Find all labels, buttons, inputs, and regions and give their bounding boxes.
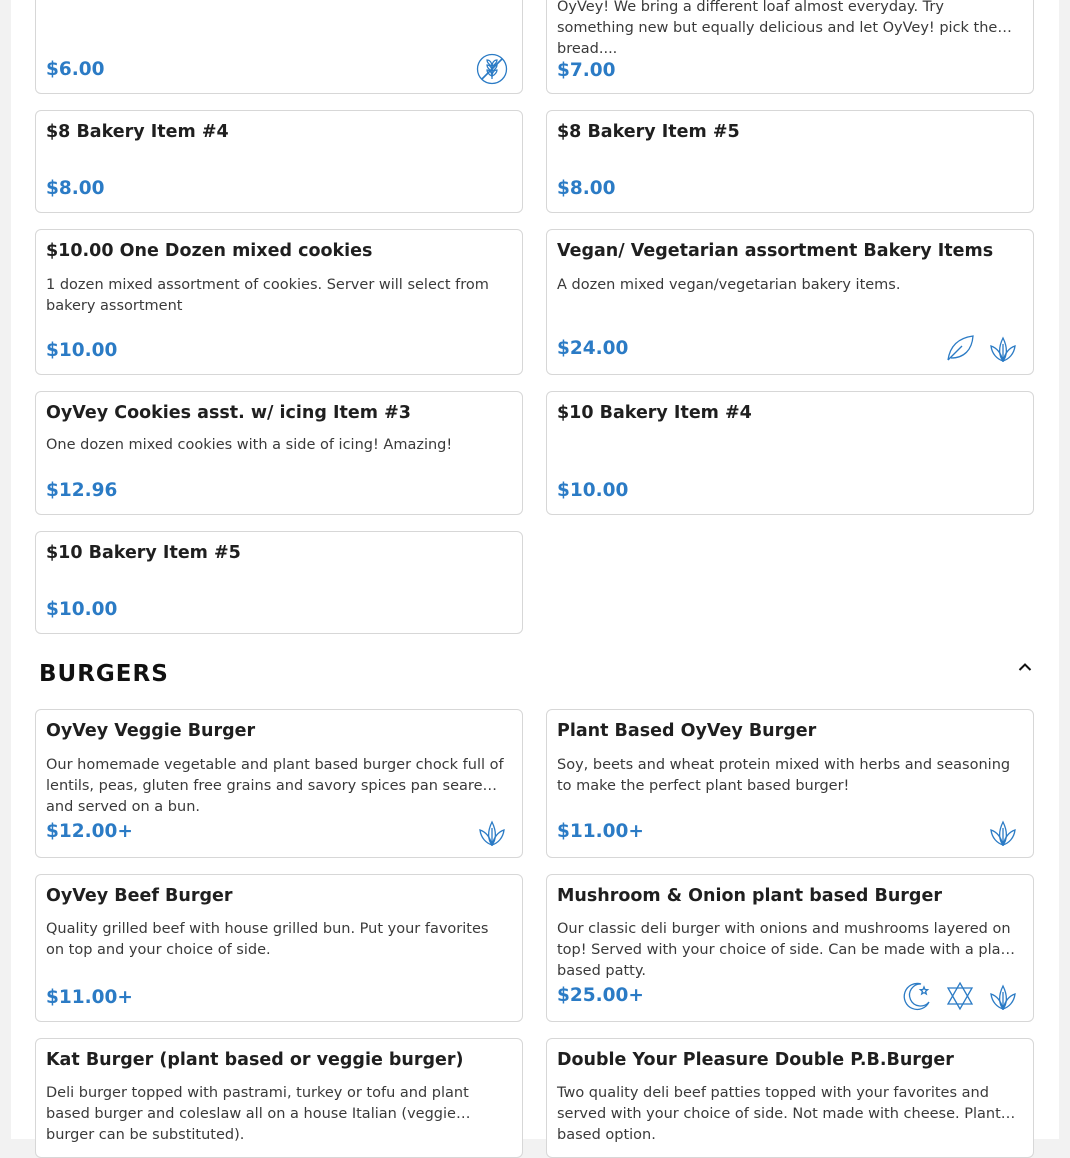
item-price: $10.00 <box>46 599 118 620</box>
item-price: $12.96 <box>46 480 118 501</box>
menu-item-card[interactable] <box>546 709 1034 858</box>
item-description: 1 dozen mixed assortment of cookies. Server will select from bakery assortment <box>46 277 489 314</box>
item-price: $11.00+ <box>557 821 644 842</box>
plant-icon <box>987 816 1019 848</box>
item-price: $10.00 <box>557 480 629 501</box>
item-title: Plant Based OyVey Burger <box>557 721 817 741</box>
item-title: Mushroom & Onion plant based Burger <box>557 886 942 906</box>
item-price: $8.00 <box>557 178 616 199</box>
item-description: Our classic deli burger with onions and mushrooms layered on top! Served with your choice of side. Can be made with a plant based patty. <box>557 921 1016 979</box>
menu-item-card[interactable] <box>546 874 1034 1022</box>
menu-item-card[interactable] <box>546 110 1034 213</box>
item-title: OyVey Veggie Burger <box>46 721 256 741</box>
item-title: $10 Bakery Item #4 <box>557 403 752 423</box>
menu-item-card[interactable] <box>35 229 523 375</box>
item-title: OyVey Beef Burger <box>46 886 233 906</box>
plant-icon <box>987 980 1019 1012</box>
item-title: Double Your Pleasure Double P.B.Burger <box>557 1050 954 1070</box>
menu-item-card[interactable] <box>35 531 523 634</box>
item-description: A dozen mixed vegan/vegetarian bakery items. <box>557 277 901 293</box>
leaf-icon <box>944 332 976 364</box>
item-title: $8 Bakery Item #5 <box>557 122 740 142</box>
menu-item-card[interactable] <box>546 0 1034 94</box>
plant-icon <box>987 332 1019 364</box>
item-price: $12.00+ <box>46 821 133 842</box>
section-title-burgers: BURGERS <box>39 661 169 687</box>
item-description: OyVey! We bring a different loaf almost everyday. Try something new but equally delicious and let OyVey! pick the bread.... <box>557 0 998 57</box>
item-title: $10 Bakery Item #5 <box>46 543 241 563</box>
item-title: $10.00 One Dozen mixed cookies <box>46 241 373 261</box>
item-description: Two quality deli beef patties topped with your favorites and served with your choice of side. Not made with cheese. Plant based option. <box>557 1085 1001 1143</box>
menu-item-card[interactable] <box>35 709 523 858</box>
menu-item-card[interactable] <box>35 391 523 515</box>
item-price: $7.00 <box>557 60 616 81</box>
menu-page <box>11 0 1059 1143</box>
menu-item-card[interactable] <box>35 1038 523 1158</box>
item-price: $11.00+ <box>46 987 133 1008</box>
menu-item-card[interactable] <box>546 1038 1034 1158</box>
item-price: $25.00+ <box>557 985 644 1006</box>
menu-item-card[interactable] <box>546 229 1034 375</box>
item-description: Soy, beets and wheat protein mixed with herbs and seasoning to make the perfect plant based burger! <box>557 757 1011 794</box>
menu-item-card[interactable] <box>546 391 1034 515</box>
item-title: Vegan/ Vegetarian assortment Bakery Items <box>557 241 994 261</box>
item-description: Our homemade vegetable and plant based burger chock full of lentils, peas, gluten free grains and savory spices pan seared and served on a bun. <box>46 757 504 815</box>
item-price: $8.00 <box>46 178 105 199</box>
item-description: One dozen mixed cookies with a side of icing! Amazing! <box>46 437 453 453</box>
item-title: OyVey Cookies asst. w/ icing Item #3 <box>46 403 411 423</box>
item-description: Quality grilled beef with house grilled bun. Put your favorites on top and your choice of side. <box>46 921 489 958</box>
item-title: $8 Bakery Item #4 <box>46 122 229 142</box>
item-price: $24.00 <box>557 338 629 359</box>
item-description: Deli burger topped with pastrami, turkey or tofu and plant based burger and coleslaw all on a house Italian (veggie burger can be substituted). <box>46 1085 469 1143</box>
menu-item-card[interactable] <box>35 874 523 1022</box>
kosher-icon <box>944 980 976 1012</box>
plant-icon <box>476 816 508 848</box>
item-title: Kat Burger (plant based or veggie burger) <box>46 1050 464 1070</box>
menu-item-card[interactable] <box>35 0 523 94</box>
item-price: $10.00 <box>46 340 118 361</box>
menu-item-card[interactable] <box>35 110 523 213</box>
no-wheat-icon <box>476 53 508 85</box>
chevron-up-icon[interactable] <box>1016 658 1034 676</box>
item-price: $6.00 <box>46 59 105 80</box>
halal-icon <box>901 980 933 1012</box>
